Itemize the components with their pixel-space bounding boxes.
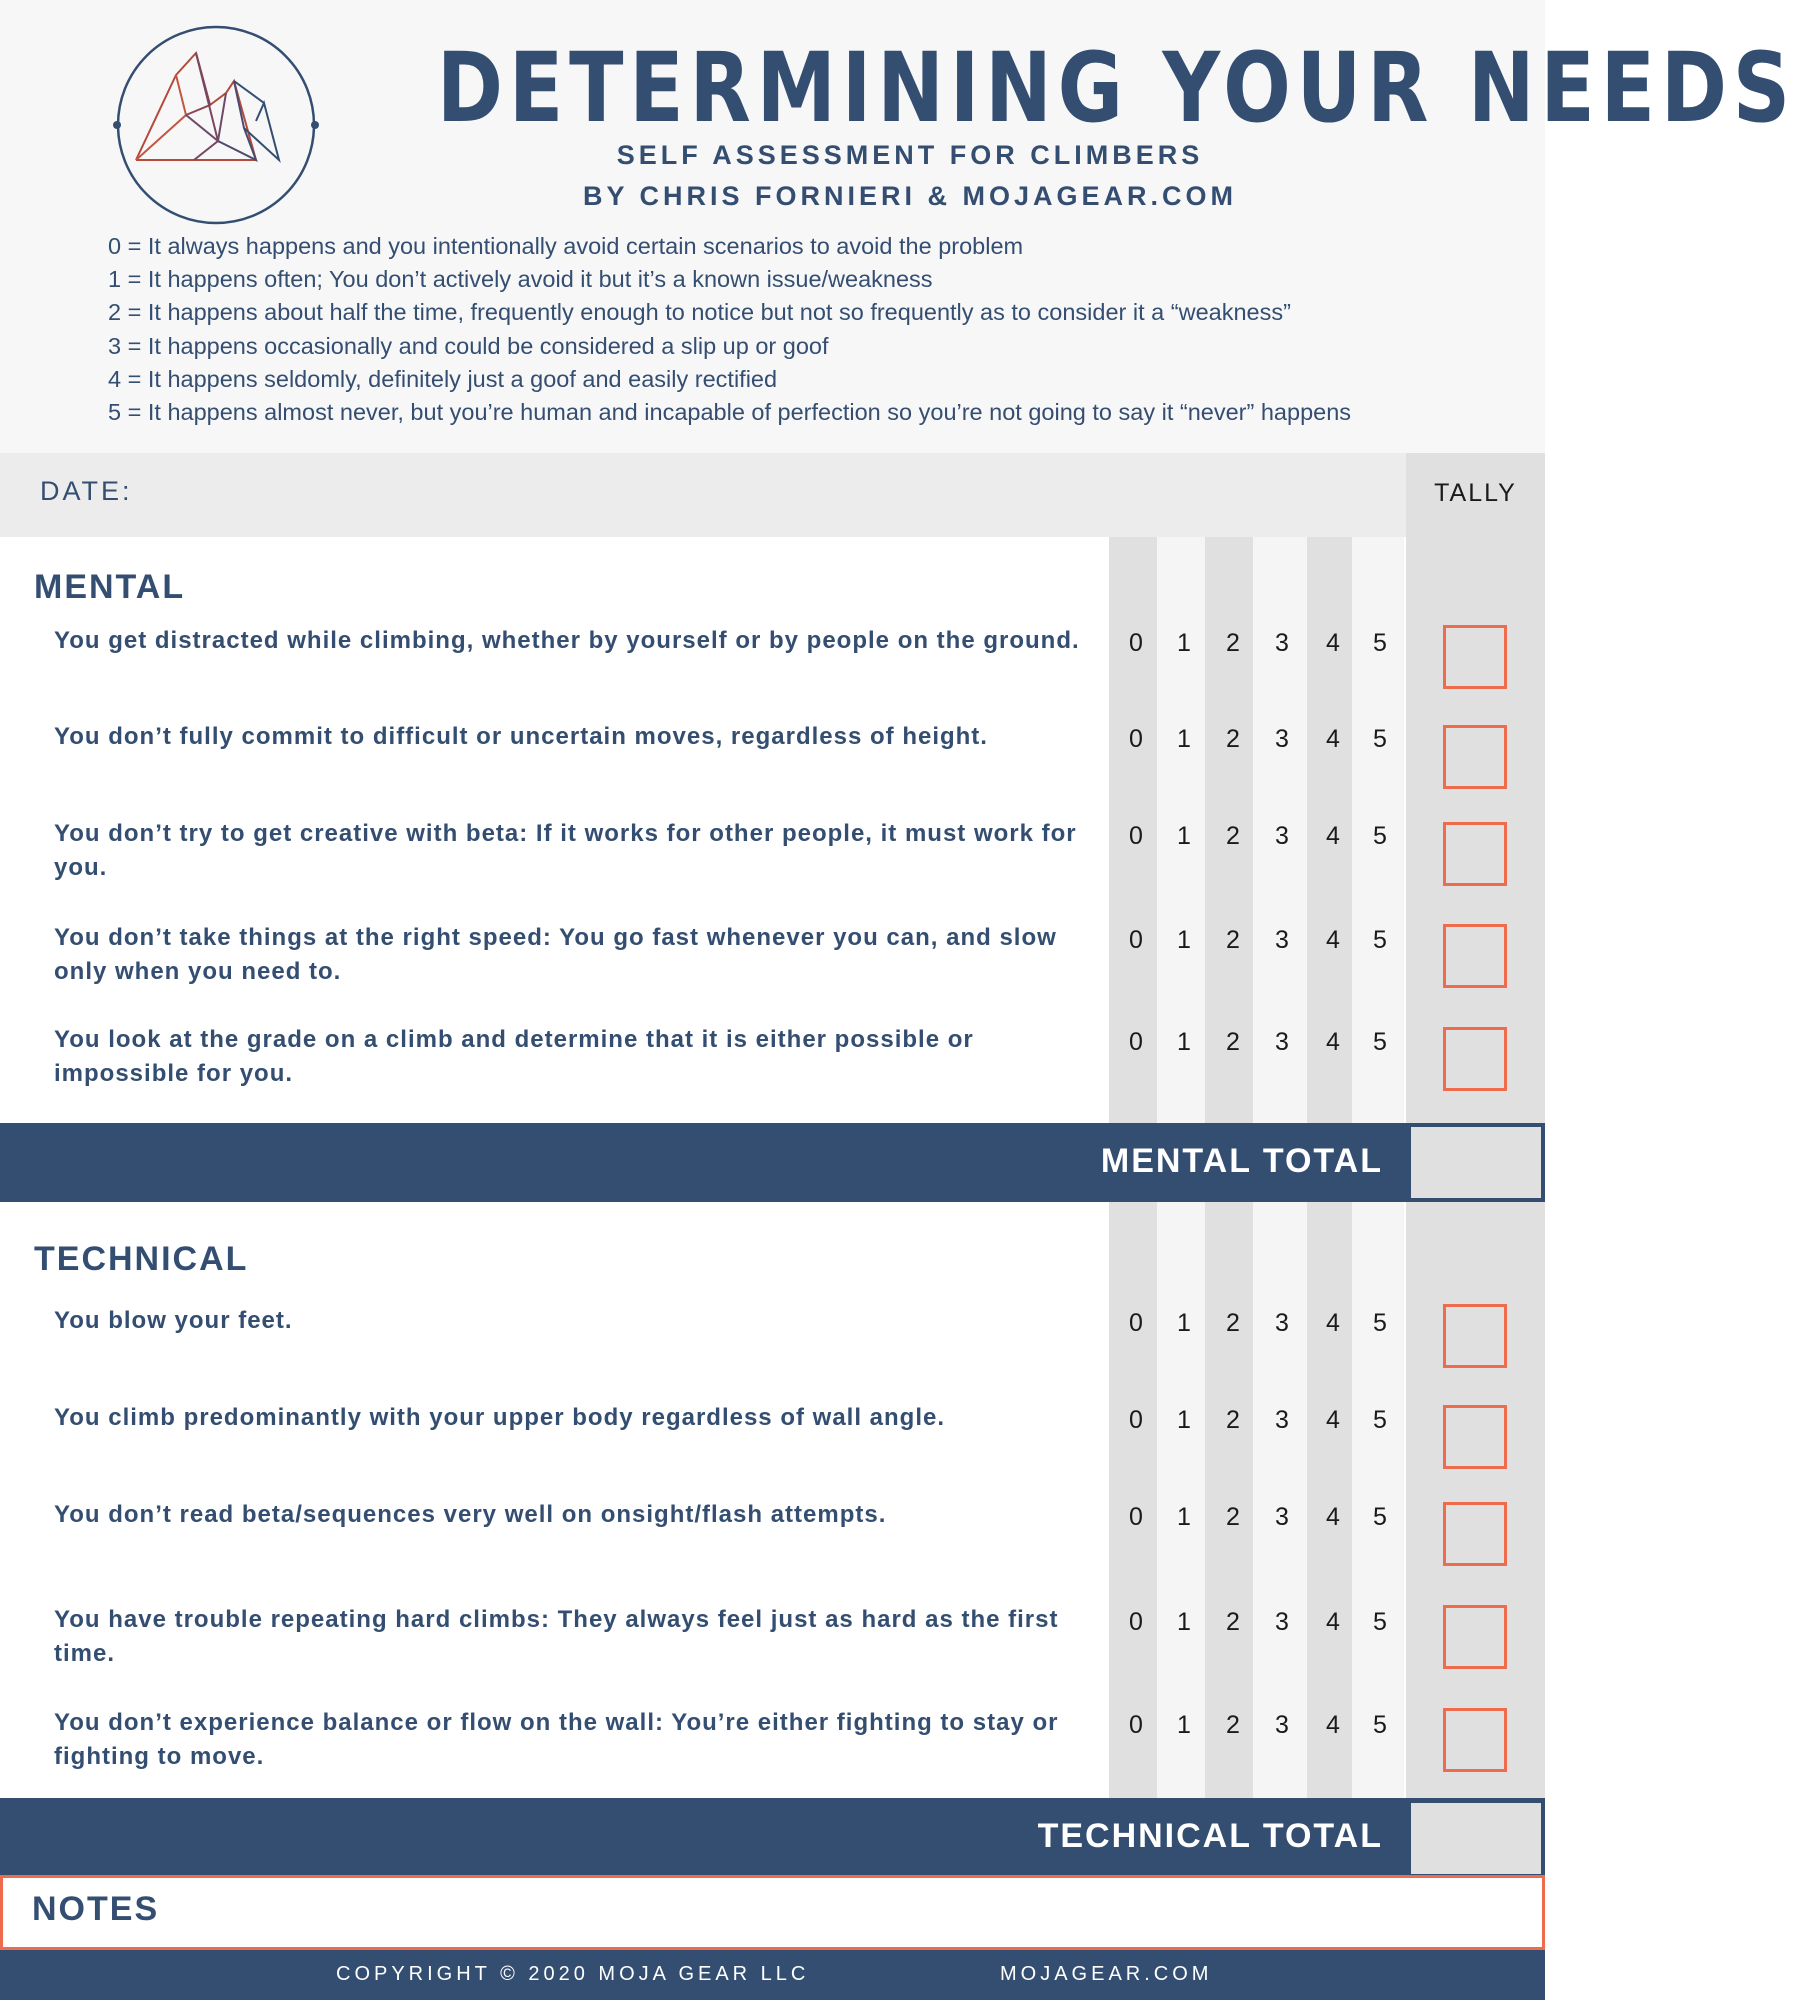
tally-box[interactable] <box>1443 1605 1507 1669</box>
score-option-4[interactable]: 4 <box>1326 926 1340 954</box>
score-option-3[interactable]: 3 <box>1275 1608 1289 1636</box>
score-option-4[interactable]: 4 <box>1326 1309 1340 1337</box>
scale-line: 2 = It happens about half the time, frequently enough to notice but not so frequently as to consider it a “weakness” <box>108 299 1291 326</box>
question-text: You don’t take things at the right speed: You go fast whenever you can, and slow only when you need to. <box>54 924 1057 985</box>
score-option-5[interactable]: 5 <box>1373 1503 1387 1531</box>
tally-box[interactable] <box>1443 1405 1507 1469</box>
score-option-1[interactable]: 1 <box>1177 629 1191 657</box>
score-option-3[interactable]: 3 <box>1275 822 1289 850</box>
score-option-0[interactable]: 0 <box>1129 822 1143 850</box>
notes-label: NOTES <box>32 1890 160 1928</box>
score-option-2[interactable]: 2 <box>1226 822 1240 850</box>
technical-total-label: TECHNICAL TOTAL <box>1037 1817 1383 1855</box>
score-option-3[interactable]: 3 <box>1275 1309 1289 1337</box>
score-option-0[interactable]: 0 <box>1129 926 1143 954</box>
score-option-1[interactable]: 1 <box>1177 926 1191 954</box>
tally-box[interactable] <box>1443 822 1507 886</box>
score-option-1[interactable]: 1 <box>1177 1608 1191 1636</box>
score-option-5[interactable]: 5 <box>1373 822 1387 850</box>
score-option-2[interactable]: 2 <box>1226 1608 1240 1636</box>
author-line: BY CHRIS FORNIERI & MOJAGEAR.COM <box>582 181 1238 211</box>
score-option-4[interactable]: 4 <box>1326 1711 1340 1739</box>
question-text: You get distracted while climbing, whether by yourself or by people on the ground. <box>54 627 1080 654</box>
score-option-2[interactable]: 2 <box>1226 926 1240 954</box>
score-column <box>1205 1202 1253 1798</box>
tally-box[interactable] <box>1443 725 1507 789</box>
score-option-5[interactable]: 5 <box>1373 1406 1387 1434</box>
question-text: You have trouble repeating hard climbs: They always feel just as hard as the first time. <box>54 1606 1059 1667</box>
question-text: You don’t try to get creative with beta: If it works for other people, it must work for you. <box>54 820 1077 881</box>
score-option-4[interactable]: 4 <box>1326 1503 1340 1531</box>
question-text: You blow your feet. <box>54 1307 293 1334</box>
score-option-5[interactable]: 5 <box>1373 1028 1387 1056</box>
score-option-0[interactable]: 0 <box>1129 1028 1143 1056</box>
score-option-1[interactable]: 1 <box>1177 1711 1191 1739</box>
score-option-2[interactable]: 2 <box>1226 629 1240 657</box>
score-option-2[interactable]: 2 <box>1226 1406 1240 1434</box>
score-option-5[interactable]: 5 <box>1373 1309 1387 1337</box>
score-option-1[interactable]: 1 <box>1177 725 1191 753</box>
mountain-logo-icon <box>114 23 319 228</box>
score-column <box>1109 1202 1157 1798</box>
score-option-2[interactable]: 2 <box>1226 1711 1240 1739</box>
mental-total-box[interactable] <box>1411 1127 1541 1198</box>
copyright-text: COPYRIGHT © 2020 MOJA GEAR LLC <box>336 1963 810 1985</box>
score-option-1[interactable]: 1 <box>1177 1406 1191 1434</box>
score-option-5[interactable]: 5 <box>1373 926 1387 954</box>
score-option-0[interactable]: 0 <box>1129 1406 1143 1434</box>
score-option-5[interactable]: 5 <box>1373 725 1387 753</box>
score-option-0[interactable]: 0 <box>1129 629 1143 657</box>
section-title-mental: MENTAL <box>34 568 186 606</box>
scale-line: 5 = It happens almost never, but you’re human and incapable of perfection so you’re not going to say it “never” happens <box>108 399 1352 426</box>
score-option-0[interactable]: 0 <box>1129 1711 1143 1739</box>
score-option-5[interactable]: 5 <box>1373 629 1387 657</box>
question-text: You look at the grade on a climb and determine that it is either possible or impossible for you. <box>54 1026 974 1087</box>
scale-line: 0 = It always happens and you intentionally avoid certain scenarios to avoid the problem <box>108 233 1024 259</box>
score-option-4[interactable]: 4 <box>1326 725 1340 753</box>
score-option-0[interactable]: 0 <box>1129 1503 1143 1531</box>
score-option-3[interactable]: 3 <box>1275 926 1289 954</box>
tally-box[interactable] <box>1443 1027 1507 1091</box>
score-column <box>1307 1202 1352 1798</box>
mental-total-label: MENTAL TOTAL <box>1100 1142 1383 1180</box>
scale-line: 1 = It happens often; You don’t actively avoid it but it’s a known issue/weakness <box>108 266 933 293</box>
score-option-4[interactable]: 4 <box>1326 1406 1340 1434</box>
score-option-4[interactable]: 4 <box>1326 1608 1340 1636</box>
score-option-5[interactable]: 5 <box>1373 1608 1387 1636</box>
score-column <box>1352 1202 1404 1798</box>
section-title-technical: TECHNICAL <box>34 1240 249 1278</box>
question-text: You climb predominantly with your upper body regardless of wall angle. <box>54 1404 946 1431</box>
score-option-2[interactable]: 2 <box>1226 1309 1240 1337</box>
question-text: You don’t read beta/sequences very well on onsight/flash attempts. <box>54 1501 887 1528</box>
score-option-1[interactable]: 1 <box>1177 822 1191 850</box>
date-label: DATE: <box>40 476 133 506</box>
score-option-4[interactable]: 4 <box>1326 822 1340 850</box>
score-column <box>1157 1202 1205 1798</box>
score-option-0[interactable]: 0 <box>1129 1608 1143 1636</box>
score-option-1[interactable]: 1 <box>1177 1028 1191 1056</box>
score-option-3[interactable]: 3 <box>1275 1503 1289 1531</box>
score-option-1[interactable]: 1 <box>1177 1503 1191 1531</box>
score-option-3[interactable]: 3 <box>1275 1028 1289 1056</box>
rating-scale <box>108 230 1351 429</box>
score-option-3[interactable]: 3 <box>1275 1711 1289 1739</box>
score-option-3[interactable]: 3 <box>1275 1406 1289 1434</box>
subtitle: SELF ASSESSMENT FOR CLIMBERS <box>616 140 1204 170</box>
score-option-3[interactable]: 3 <box>1275 725 1289 753</box>
page-title: DETERMINING YOUR NEEDS <box>436 32 1796 144</box>
scale-line: 3 = It happens occasionally and could be considered a slip up or goof <box>108 332 829 359</box>
footer-site-link[interactable]: MOJAGEAR.COM <box>1000 1963 1213 1985</box>
score-option-4[interactable]: 4 <box>1326 1028 1340 1056</box>
score-option-3[interactable]: 3 <box>1275 629 1289 657</box>
tally-box[interactable] <box>1443 1502 1507 1566</box>
score-option-4[interactable]: 4 <box>1326 629 1340 657</box>
tally-box[interactable] <box>1443 1304 1507 1368</box>
score-option-0[interactable]: 0 <box>1129 1309 1143 1337</box>
score-option-0[interactable]: 0 <box>1129 725 1143 753</box>
score-option-5[interactable]: 5 <box>1373 1711 1387 1739</box>
tally-header: TALLY <box>1406 453 1545 537</box>
tally-box[interactable] <box>1443 1708 1507 1772</box>
scale-line: 4 = It happens seldomly, definitely just a goof and easily rectified <box>108 365 778 392</box>
notes-field[interactable] <box>0 1875 1545 1950</box>
score-option-2[interactable]: 2 <box>1226 725 1240 753</box>
score-option-2[interactable]: 2 <box>1226 1028 1240 1056</box>
question-text: You don’t fully commit to difficult or uncertain moves, regardless of height. <box>54 723 988 750</box>
technical-total-box[interactable] <box>1411 1803 1541 1874</box>
question-text: You don’t experience balance or flow on the wall: You’re either fighting to stay or fighting to move. <box>54 1709 1059 1770</box>
score-column <box>1253 1202 1307 1798</box>
score-option-1[interactable]: 1 <box>1177 1309 1191 1337</box>
tally-box[interactable] <box>1443 625 1507 689</box>
tally-box[interactable] <box>1443 924 1507 988</box>
date-bar[interactable] <box>0 453 1406 537</box>
score-option-2[interactable]: 2 <box>1226 1503 1240 1531</box>
